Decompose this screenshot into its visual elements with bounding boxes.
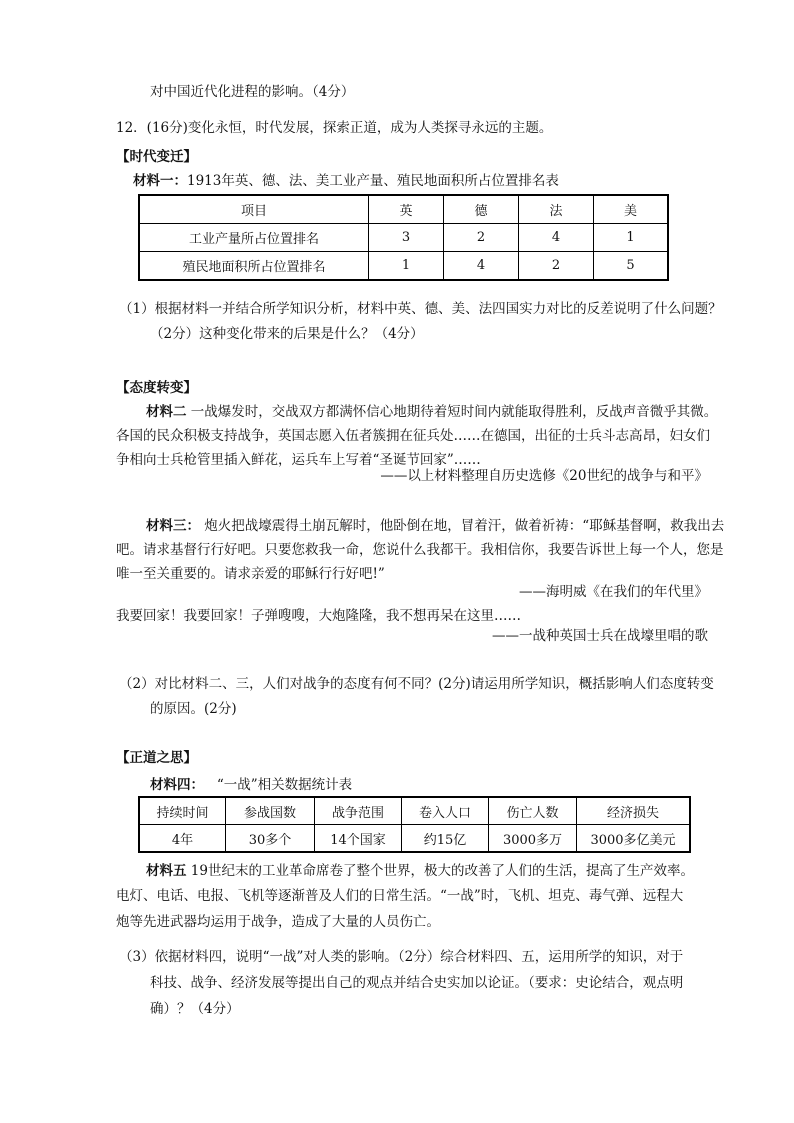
- material-3-line-2: 吧。请求基督行行好吧。只要您救我一命，您说什么我都干。我相信你，我要告诉世上每一个人，您是: [116, 542, 724, 558]
- section-title-era-change: 【时代变迁】: [116, 149, 197, 165]
- table-cell: 30多个: [226, 825, 315, 853]
- table-header-cell: 经济损失: [577, 797, 691, 825]
- table-cell: 1: [369, 252, 444, 281]
- table-header-cell: 战争范围: [315, 797, 402, 825]
- material-3-source-1: ——海明威《在我们的年代里》: [519, 584, 708, 600]
- table-cell: 约15亿: [402, 825, 489, 853]
- table-cell: 3: [369, 224, 444, 252]
- question-2-line-1: （2）对比材料二、三，人们对战争的态度有何不同？(2分)请运用所学知识，概括影响人们态度转变: [119, 676, 714, 692]
- table-header-cell: 美: [594, 195, 669, 224]
- material-2-line-2: 各国的民众积极支持战争，英国志愿入伍者簇拥在征兵处……在德国，出征的士兵斗志高昂，妇女们: [116, 428, 710, 444]
- question-1-line-1: （1）根据材料一并结合所学知识分析，材料中英、德、美、法四国实力对比的反差说明了什么问题？: [119, 301, 722, 317]
- table-cell: 殖民地面积所占位置排名: [139, 252, 369, 281]
- material-2-line-1: [146, 400, 717, 420]
- table-header-cell: 持续时间: [139, 797, 226, 825]
- material-5-line-1: [146, 859, 694, 879]
- table-header-cell: 项目: [139, 195, 369, 224]
- question-3-line-3: 确）？（4分）: [150, 1001, 240, 1017]
- material-1-title: 1913年英、德、法、美工业产量、殖民地面积所占位置排名表: [187, 173, 559, 189]
- material-2-line-3: 争相向士兵枪管里插入鲜花，运兵车上写着“圣诞节回家”……: [116, 452, 481, 468]
- material-4-caption: [150, 773, 352, 793]
- material-5-label: 材料五: [146, 863, 187, 879]
- table-cell: 4: [519, 224, 594, 252]
- material-3-source-2: ——一战种英国士兵在战壕里唱的歌: [492, 628, 708, 644]
- table-row: [139, 252, 668, 281]
- material-4-label: 材料四：: [150, 777, 204, 793]
- table-header-row: [139, 195, 668, 224]
- material-3-text: 炮火把战壕震得土崩瓦解时，他卧倒在地，冒着汗，做着祈祷：“耶稣基督啊，救我出去: [204, 518, 725, 534]
- question-3-line-1: （3）依据材料四，说明“一战”对人类的影响。（2分）综合材料四、五，运用所学的知识，对于: [119, 949, 684, 965]
- material-3-line-3: 唯一至关重要的。请求亲爱的耶稣行行好吧!”: [116, 566, 385, 582]
- table-cell: 4年: [139, 825, 226, 853]
- question-12-intro: 12．(16分)变化永恒，时代发展，探索正道，成为人类探寻永远的主题。: [116, 120, 553, 136]
- material-5-text: 19世纪末的工业革命席卷了整个世界，极大的改善了人们的生活，提高了生产效率。: [190, 863, 694, 879]
- material-1-label: 材料一：: [133, 173, 187, 189]
- table-cell: 工业产量所占位置排名: [139, 224, 369, 252]
- table-header-cell: 参战国数: [226, 797, 315, 825]
- table-header-row: [139, 797, 690, 825]
- question-3-line-2: 科技、战争、经济发展等提出自己的观点并结合史实加以论证。（要求：史论结合，观点明: [150, 975, 684, 991]
- question-2-line-2: 的原因。(2分): [150, 701, 237, 717]
- ww1-statistics-table: [138, 796, 691, 853]
- material-2-source: ——以上材料整理自历史选修《20世纪的战争与和平》: [380, 468, 708, 484]
- table-cell: 3000多亿美元: [577, 825, 691, 853]
- table-cell: 5: [594, 252, 669, 281]
- table-header-cell: 英: [369, 195, 444, 224]
- material-3-label: 材料三：: [146, 518, 200, 534]
- material-1-caption: [133, 169, 559, 189]
- material-4-title: “一战”相关数据统计表: [216, 777, 353, 793]
- table-row: [139, 224, 668, 252]
- table-cell: 3000多万: [489, 825, 577, 853]
- material-5-line-3: 炮等先进武器均运用于战争，造成了大量的人员伤亡。: [116, 914, 440, 930]
- table-row: [139, 825, 690, 853]
- section-title-attitude-change: 【态度转变】: [116, 380, 197, 396]
- table-header-cell: 卷入人口: [402, 797, 489, 825]
- material-2-label: 材料二: [146, 404, 187, 420]
- table-header-cell: 德: [444, 195, 519, 224]
- material-3-line-1: [146, 514, 724, 534]
- table-cell: 1: [594, 224, 669, 252]
- table-cell: 2: [444, 224, 519, 252]
- table-cell: 14个国家: [315, 825, 402, 853]
- question-1-line-2: （2分）这种变化带来的后果是什么？（4分）: [150, 326, 424, 342]
- table-cell: 2: [519, 252, 594, 281]
- previous-question-tail: 对中国近代化进程的影响。（4分）: [150, 84, 355, 100]
- material-2-text: 一战爆发时，交战双方都满怀信心地期待着短时间内就能取得胜利，反战声音微乎其微。: [190, 404, 718, 420]
- section-title-right-path: 【正道之思】: [116, 750, 197, 766]
- ranking-table: [138, 194, 669, 281]
- table-header-cell: 法: [519, 195, 594, 224]
- table-cell: 4: [444, 252, 519, 281]
- table-header-cell: 伤亡人数: [489, 797, 577, 825]
- material-5-line-2: 电灯、电话、电报、飞机等逐渐普及人们的日常生活。“一战”时，飞机、坦克、毒气弹、远程大: [116, 888, 684, 904]
- material-3-line-4: 我要回家！我要回家！子弹嗖嗖，大炮隆隆，我不想再呆在这里……: [116, 608, 521, 624]
